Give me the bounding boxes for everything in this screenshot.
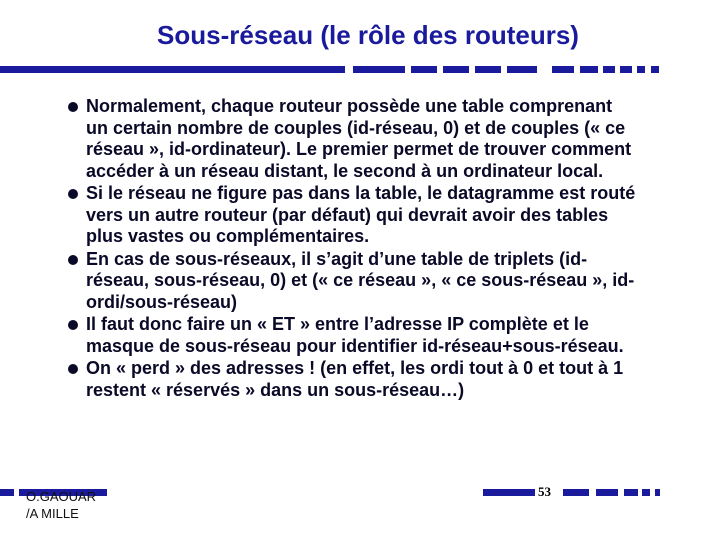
bullet-dot-icon — [68, 320, 78, 330]
bullet-dot-icon — [68, 364, 78, 374]
bullet-dot-icon — [68, 255, 78, 265]
page-number: 53 — [538, 484, 551, 499]
bullet-item: Si le réseau ne figure pas dans la table, le datagramme est routé vers un autre routeur (par défaut) qui devrait avoir des tables plus vastes ou complémentaires. — [68, 183, 638, 248]
bullet-item: Normalement, chaque routeur possède une table comprenant un certain nombre de couples (id-réseau, 0) et de couples (« ce réseau », id-ordinateur). Le premier permet de trouver comment accéder à un réseau distant, le second à un ordinateur local. — [68, 96, 638, 182]
author-credit: O.GAOUAR /A MILLE — [26, 489, 97, 521]
bullet-list — [68, 96, 638, 402]
bullet-item: En cas de sous-réseaux, il s’agit d’une table de triplets (id-réseau, sous-réseau, 0) et (« ce réseau », « ce sous-réseau », id-ordi/sous-réseau) — [68, 249, 638, 314]
bullet-dot-icon — [68, 189, 78, 199]
bullet-dot-icon — [68, 102, 78, 112]
bullet-item: On « perd » des adresses ! (en effet, les ordi tout à 0 et tout à 1 restent « réservés » dans un sous-réseau…) — [68, 358, 638, 401]
bullet-item: Il faut donc faire un « ET » entre l’adresse IP complète et le masque de sous-réseau pour identifier id-réseau+sous-réseau. — [68, 314, 638, 357]
slide-title: Sous-réseau (le rôle des routeurs) — [157, 20, 579, 50]
